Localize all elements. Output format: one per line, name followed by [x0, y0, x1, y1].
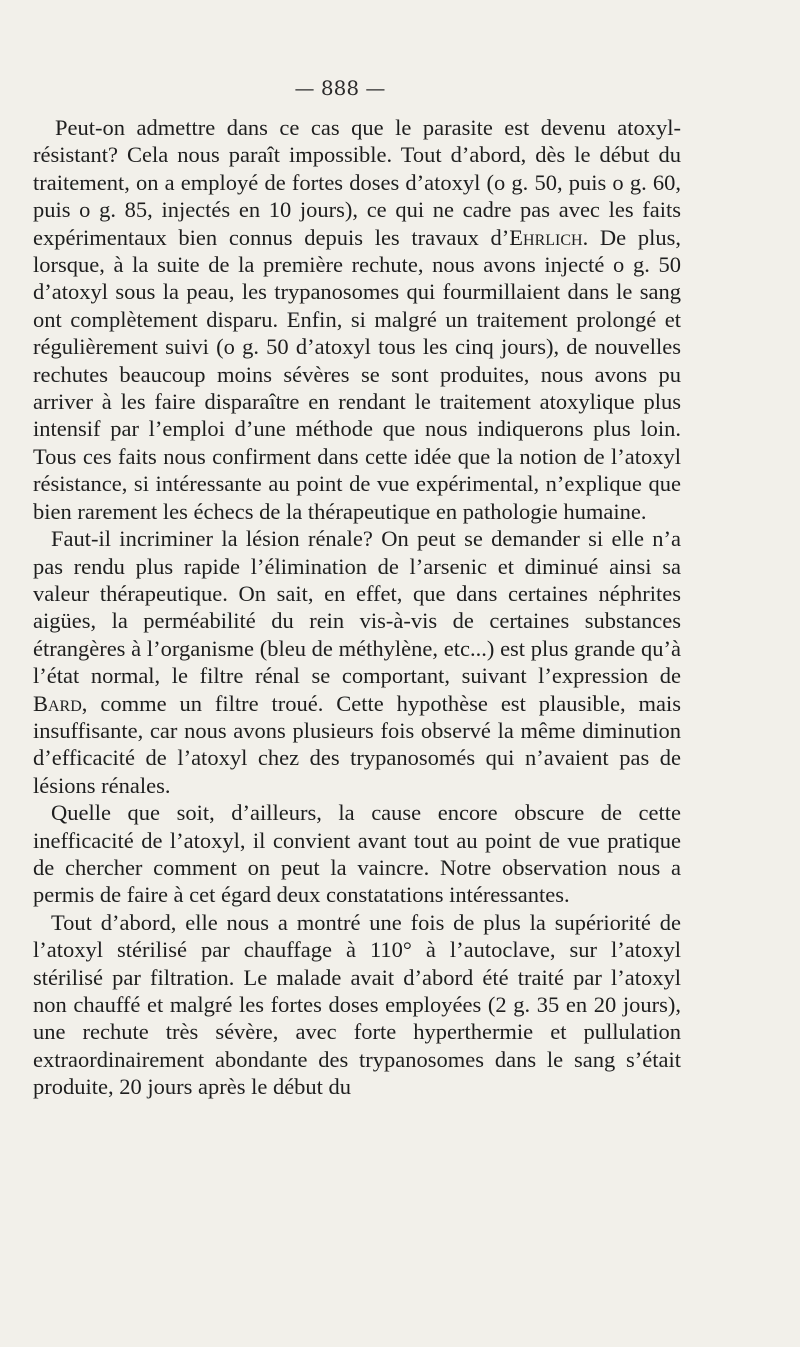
body-text [33, 114, 681, 1101]
paragraph-1-part-1: Peut-on admettre dans ce cas que le parasite est devenu atoxyl-résistant? Cela nous paraît impossible. Tout d’abord, dès le début du traitement, on a employé de fortes doses d’atoxyl (o g. 50, puis o g. 60, puis o g. 85, injectés en 10 jours), ce qui ne cadre pas avec les faits expérimentaux bien connus depuis les travaux d’ [33, 115, 681, 250]
paragraph-4: Tout d’abord, elle nous a montré une fois de plus la supériorité de l’atoxyl stérilisé par chauffage à 110° à l’autoclave, sur l’atoxyl stérilisé par filtration. Le malade avait d’abord été traité par l’atoxyl non chauffé et malgré les fortes doses employées (2 g. 35 en 20 jours), une rechute très sévère, avec forte hyperthermie et pullulation extraordinairement abondante des trypanosomes dans le sang s’était produite, 20 jours après le début du [33, 909, 681, 1100]
paragraph-2-part-1: Faut-il incriminer la lésion rénale? On peut se demander si elle n’a pas rendu plus rapide l’élimination de l’arsenic et diminué ainsi sa valeur thérapeutique. On sait, en effet, que dans certaines néphrites aigües, la perméabilité du rein vis-à-vis de certaines substances étrangères à l’organisme (bleu de méthylène, etc...) est plus grande qu’à l’état normal, le filtre rénal se comportant, suivant l’expression de [33, 526, 681, 689]
paragraph-1-part-2: . De plus, lorsque, à la suite de la première rechute, nous avons injecté o g. 50 d’atoxyl sous la peau, les trypanosomes qui fourmillaient dans le sang ont complètement disparu. Enfin, si malgré un traitement prolongé et régulièrement suivi (o g. 50 d’atoxyl tous les cinq jours), de nouvelles rechutes beaucoup moins sévères se sont produites, nous avons pu arriver à les faire disparaître en rendant le traitement atoxylique plus intensif par l’emploi d’une méthode que nous indiquerons plus loin. Tous ces faits nous confirment dans cette idée que la notion de l’atoxyl résistance, si intéressante au point de vue expérimental, n’explique que bien rarement les échecs de la thérapeutique en pathologie humaine. [33, 224, 681, 524]
page-number: — 888 — [294, 76, 386, 100]
author-name-bard: Bard [33, 690, 82, 716]
paragraph-3: Quelle que soit, d’ailleurs, la cause encore obscure de cette inefficacité de l’atoxyl, il convient avant tout au point de vue pratique de chercher comment on peut la vaincre. Notre observation nous a permis de faire à cet égard deux constatations intéressantes. [33, 800, 681, 908]
paragraph-2 [33, 525, 681, 799]
paragraph-1 [33, 114, 681, 525]
paragraph-2-part-2: , comme un filtre troué. Cette hypothèse est plausible, mais insuffisante, car nous avons plusieurs fois observé la même diminution d’efficacité de l’atoxyl chez des trypanosomés qui n’avaient pas de lésions rénales. [33, 690, 681, 798]
author-name-ehrlich: Ehrlich [509, 224, 583, 250]
